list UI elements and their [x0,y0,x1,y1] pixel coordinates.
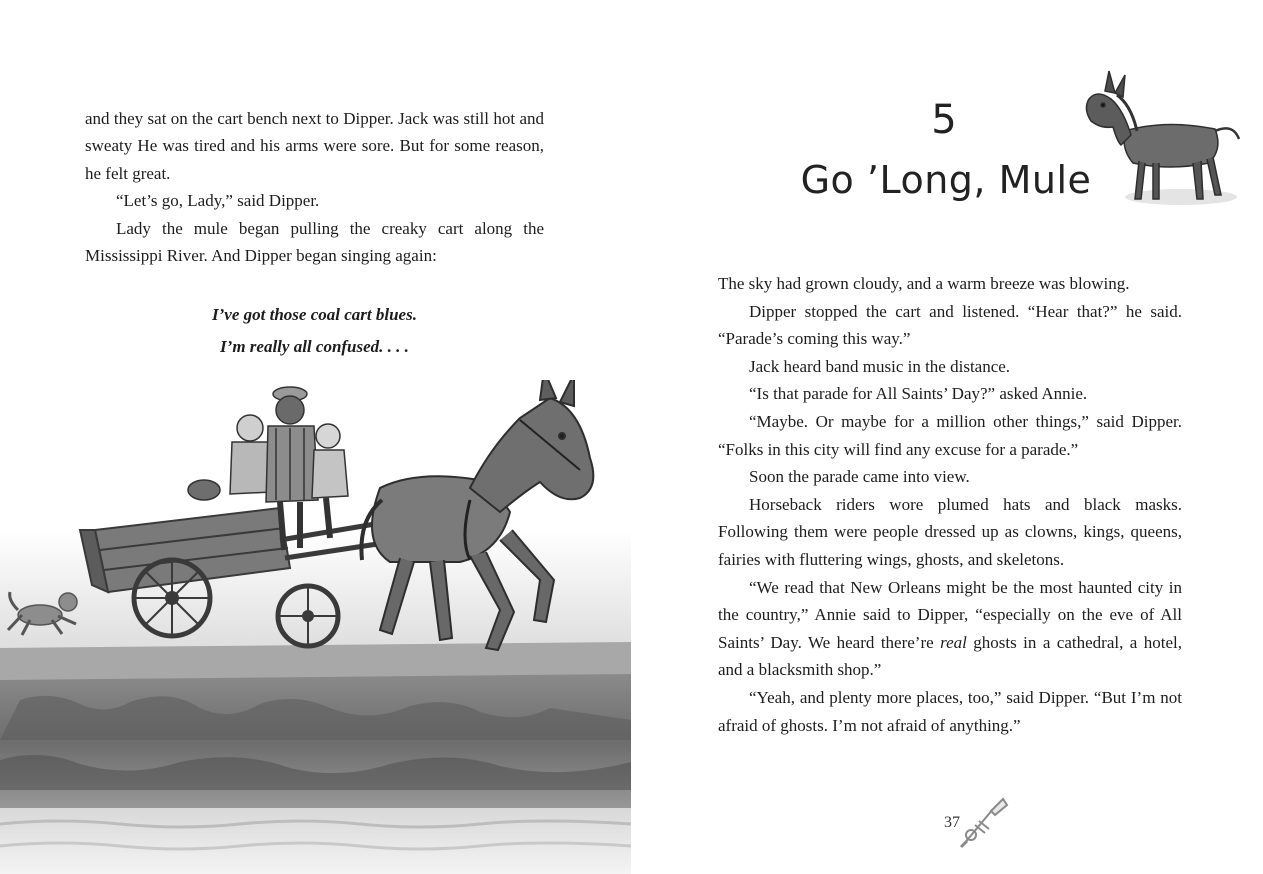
paragraph: Dipper stopped the cart and listened. “Hear that?” he said. “Parade’s coming this way.” [718,301,1182,349]
trumpet-icon [957,795,1009,851]
song-lyrics [85,299,544,363]
paragraph: “Is that parade for All Saints’ Day?” asked Annie. [749,384,1088,404]
chapter-number: 5 [931,97,957,143]
emphasis-text: real [940,632,967,652]
paragraph-haunted [718,574,1182,684]
paragraph: “Yeah, and plenty more places, too,” said Dipper. “But I’m not afraid of ghosts. I’m not afraid of anything.” [718,687,1182,735]
chapter-title: Go ’Long, Mule [800,158,1092,202]
paragraph: Lady the mule began pulling the creaky cart along the Mississippi River. And Dipper began singing again: [85,218,544,266]
left-page [0,0,631,874]
mule-cart-illustration [0,380,631,874]
text-run: “We read that New Orleans might be the most haunted city in the country,” Annie said to Dipper, “especially on the eve of All Saints’ Day. We heard there’re [718,577,1182,652]
mule-icon [1081,65,1241,210]
song-line: I’m really all confused. . . . [220,337,409,356]
page-number: 37 [944,814,960,831]
paragraph: The sky had grown cloudy, and a warm breeze was blowing. [718,274,1130,293]
paragraph: “Maybe. Or maybe for a million other things,” said Dipper. “Folks in this city will find any excuse for a parade.” [718,411,1182,459]
paragraph: Soon the parade came into view. [749,467,970,487]
song-line: I’ve got those coal cart blues. [212,305,417,324]
right-page-text [718,270,1182,739]
paragraph: “Let’s go, Lady,” said Dipper. [116,191,320,211]
left-page-text [85,105,544,269]
paragraph: and they sat on the cart bench next to Dipper. Jack was still hot and sweaty He was tired and his arms were sore. But for some reason, he felt great. [85,109,544,183]
paragraph: Jack heard band music in the distance. [749,356,1011,376]
text-run: ghosts in a cathedral, a hotel, and a blacksmith shop.” [718,632,1182,680]
right-page [631,0,1263,874]
paragraph: Horseback riders wore plumed hats and black masks. Following them were people dressed up as clowns, kings, queens, fairies with fluttering wings, ghosts, and skeletons. [718,494,1182,569]
